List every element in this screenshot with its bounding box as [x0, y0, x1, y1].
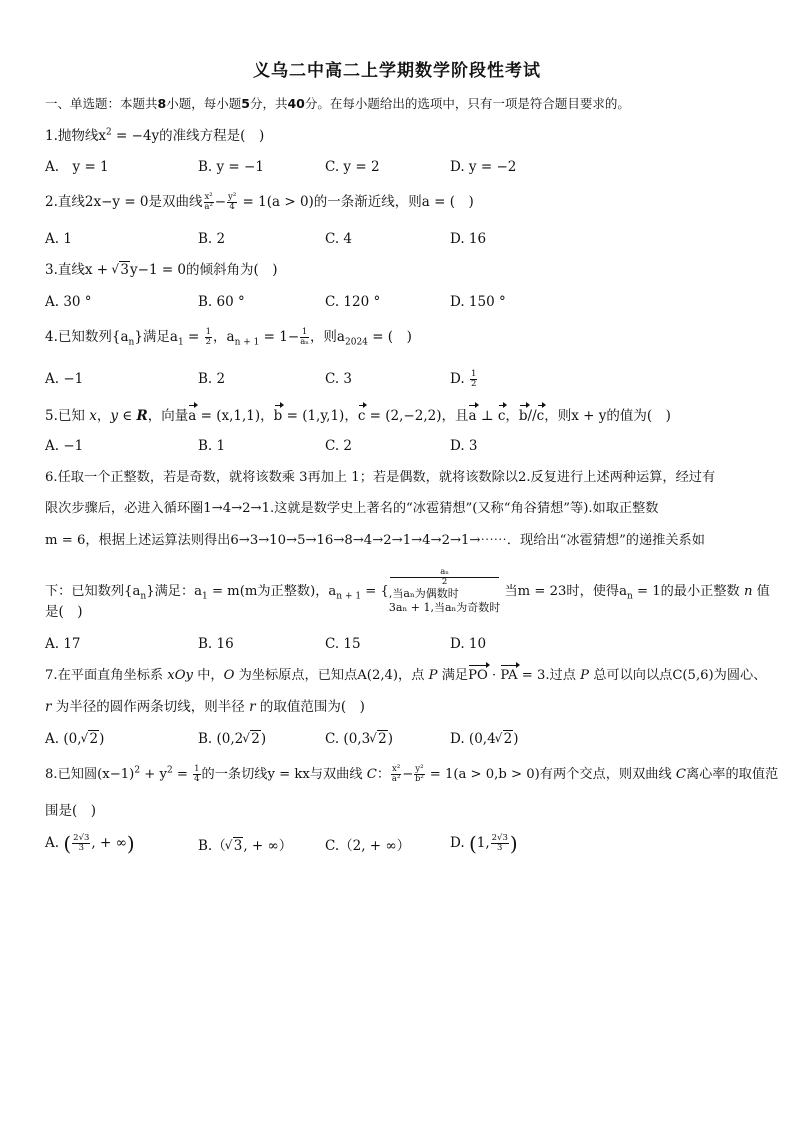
text-fragment: = (2,−2,2)，且	[365, 408, 469, 424]
question-8-line-1	[45, 765, 778, 784]
text-fragment: D.	[450, 835, 465, 851]
text-fragment: 下：已知数列{a	[45, 584, 141, 599]
text-fragment: 满足	[437, 668, 469, 683]
text-fragment: 离心率的取值范	[685, 767, 779, 782]
vector-b: b	[518, 408, 528, 424]
text-fragment: 2	[441, 577, 448, 587]
fraction	[205, 328, 212, 347]
text-fragment: //	[527, 408, 537, 424]
text-fragment	[389, 568, 500, 601]
q4-option-d[interactable]	[450, 370, 478, 389]
fraction	[414, 765, 424, 784]
text-fragment: −	[402, 767, 414, 782]
text-fragment: 8.	[45, 767, 58, 782]
text-fragment: x	[98, 128, 107, 144]
question-2	[45, 193, 474, 212]
question-6-line-1	[45, 469, 715, 487]
text-fragment: 5.	[45, 408, 58, 424]
q2-option-a[interactable]: A. 1	[45, 231, 72, 247]
text-fragment: 1	[194, 764, 200, 774]
text-fragment: 2.	[45, 194, 58, 210]
q7-option-a[interactable]	[45, 730, 104, 748]
question-8-line-2: 围是( )	[45, 803, 97, 819]
q8-option-c[interactable]: C.（2, + ∞）	[325, 838, 411, 854]
text-fragment	[370, 730, 388, 748]
q2-option-d[interactable]: D. 16	[450, 231, 487, 247]
text-fragment: 3aₙ + 1,当aₙ为奇数时	[388, 601, 501, 614]
text-fragment: y−1 = 0的倾斜角为( )	[130, 262, 278, 278]
question-7-line-2	[45, 698, 365, 716]
text-fragment: 1,	[476, 835, 490, 851]
question-6-line-5: 是( )	[45, 604, 83, 620]
text-fragment: b²	[414, 774, 424, 784]
text-fragment: 已知	[57, 408, 90, 424]
text-fragment: n	[627, 591, 633, 602]
text-fragment: −	[214, 194, 227, 210]
text-fragment: = 1的最小正整数	[632, 584, 744, 599]
text-fragment: 2√3	[73, 833, 90, 843]
q8-option-a[interactable]	[45, 831, 135, 856]
text-fragment: 当m = 23时，使得a	[504, 584, 627, 599]
text-fragment: ⊥	[476, 408, 498, 424]
text-fragment: 1	[177, 337, 184, 348]
q2-option-c[interactable]: C. 4	[325, 231, 353, 247]
q6-option-a[interactable]: A. 17	[45, 636, 81, 652]
text-fragment: 2	[89, 731, 99, 747]
text-fragment: x	[89, 408, 97, 424]
text-fragment: 值	[752, 584, 770, 599]
text-fragment: 3	[78, 843, 84, 853]
text-fragment: ·	[487, 668, 501, 683]
text-fragment: P	[580, 668, 589, 683]
exam-title: 义乌二中高二上学期数学阶段性考试	[253, 61, 541, 81]
vector-b: b	[273, 408, 283, 424]
text-fragment: 2	[205, 337, 212, 347]
question-5	[45, 407, 671, 425]
text-fragment: 小题，每小题	[166, 96, 242, 111]
fraction	[300, 328, 309, 347]
text-fragment: )	[387, 731, 394, 747]
vector-c: c	[357, 408, 366, 424]
text-fragment: }满足a	[134, 329, 178, 345]
text-fragment: 2024	[345, 337, 368, 348]
fraction	[204, 193, 214, 212]
text-fragment: 2√3	[491, 833, 508, 843]
text-fragment: = (1,y,1)，	[282, 408, 358, 424]
section-heading	[45, 95, 630, 113]
text-fragment: A. (0,	[45, 731, 82, 747]
text-fragment: n	[743, 584, 753, 599]
text-fragment: 2	[503, 731, 513, 747]
text-fragment: 2	[166, 765, 173, 776]
question-3	[45, 261, 278, 279]
text-fragment: 1	[202, 591, 208, 602]
q5-option-d[interactable]: D. 3	[450, 438, 478, 454]
q4-option-a[interactable]: A. −1	[45, 371, 84, 387]
text-fragment: 6.	[45, 470, 58, 485]
text-fragment: n + 1	[336, 591, 362, 602]
text-fragment: B.（	[198, 838, 226, 854]
text-fragment: 3	[233, 838, 243, 854]
q7-option-b[interactable]	[198, 730, 266, 748]
q6-option-d[interactable]: D. 10	[450, 636, 487, 652]
vector-pa: PA	[500, 668, 518, 683]
text-fragment: 3.	[45, 262, 58, 278]
question-7-line-1	[45, 667, 766, 685]
q1-option-c[interactable]: C. y = 2	[325, 159, 380, 175]
text-fragment: y	[110, 408, 118, 424]
question-6-line-2: 限次步骤后，必进入循环圈1→4→2→1.这就是数学史上著名的“冰雹猜想”(又称“角谷猜想”等).如取正整数	[45, 501, 659, 516]
text-fragment: 2	[470, 379, 477, 389]
text-fragment: C	[675, 767, 686, 782]
question-4	[45, 328, 412, 347]
q6-option-b[interactable]: B. 16	[198, 636, 234, 652]
q7-option-d[interactable]	[450, 730, 519, 748]
text-fragment: 2	[251, 731, 260, 747]
text-fragment: (	[468, 831, 477, 856]
q1-option-a[interactable]: A. y = 1	[45, 159, 109, 175]
q8-option-b[interactable]	[198, 837, 292, 855]
vector-a: a	[468, 408, 477, 424]
text-fragment: 的取值范围为( )	[255, 699, 365, 715]
text-fragment: C	[366, 767, 377, 782]
q3-option-d[interactable]: D. 150 °	[450, 294, 506, 310]
text-fragment: )	[126, 831, 135, 856]
q5-option-c[interactable]: C. 2	[325, 438, 353, 454]
text-fragment	[81, 730, 99, 748]
text-fragment: 7.	[45, 668, 58, 683]
fraction	[227, 193, 237, 212]
text-fragment	[496, 730, 514, 748]
text-fragment: ∈	[117, 408, 137, 424]
text-fragment: 已知圆(x−1)	[57, 767, 135, 782]
text-fragment: 中，	[193, 668, 224, 683]
text-fragment: r	[249, 699, 256, 715]
q2-option-b[interactable]: B. 2	[198, 231, 226, 247]
piecewise-cases	[389, 568, 500, 615]
text-fragment: = (x,1,1)，	[196, 408, 274, 424]
text-fragment: 分，共	[249, 96, 288, 111]
text-fragment: ，则a	[309, 329, 345, 345]
text-fragment: aₙ	[300, 337, 309, 347]
vector-po: PO	[468, 668, 488, 683]
question-1	[45, 127, 264, 145]
text-fragment: 3	[120, 262, 129, 278]
text-fragment: ,当aₙ为偶数时	[388, 587, 459, 600]
text-fragment: x²	[392, 764, 401, 774]
vector-c: c	[536, 408, 545, 424]
text-fragment: = −4y	[111, 128, 160, 144]
text-fragment: y²	[228, 192, 237, 202]
text-fragment: 的准线方程是( )	[159, 128, 265, 144]
text-fragment: 为坐标原点，已知点A(2,4)，点	[234, 668, 429, 683]
text-fragment: y²	[415, 764, 424, 774]
text-fragment: 3	[497, 843, 503, 853]
fraction	[193, 765, 200, 784]
text-fragment: R	[136, 408, 148, 424]
text-fragment: ，向量	[147, 408, 189, 424]
text-fragment: C. (0,3	[325, 731, 371, 747]
text-fragment: xOy	[167, 668, 193, 683]
text-fragment: n	[128, 337, 135, 348]
question-6-line-4	[45, 568, 770, 615]
q1-option-d[interactable]: D. y = −2	[450, 159, 517, 175]
q3-option-a[interactable]: A. 30 °	[45, 294, 92, 310]
fraction	[491, 834, 509, 853]
text-fragment: x²	[204, 192, 213, 202]
text-fragment: 已知数列{a	[57, 329, 129, 345]
text-fragment: O	[223, 668, 235, 683]
q5-option-b[interactable]: B. 1	[198, 438, 226, 454]
text-fragment: 直线2x−y = 0是双曲线	[57, 194, 203, 210]
text-fragment: 在平面直角坐标系	[57, 668, 168, 683]
vector-c: c	[497, 408, 506, 424]
text-fragment: 4	[229, 202, 235, 212]
text-fragment: 分。在每小题给出的选项中，只有一项是符合题目要求的。	[304, 96, 630, 111]
text-fragment: A.	[45, 835, 60, 851]
text-fragment: , + ∞	[91, 835, 127, 851]
text-fragment: D. (0,4	[450, 731, 496, 747]
q4-option-b[interactable]: B. 2	[198, 371, 226, 387]
text-fragment: a²	[391, 774, 401, 784]
text-fragment: = 1−	[259, 329, 300, 345]
text-fragment: )	[260, 731, 267, 747]
text-fragment: , + ∞）	[243, 838, 293, 854]
text-fragment: 2	[134, 765, 141, 776]
text-fragment: = m(m为正整数)，a	[207, 584, 337, 599]
text-fragment: 1	[301, 327, 308, 337]
text-fragment: 4	[194, 774, 200, 784]
text-fragment: = 3.过点	[517, 668, 581, 683]
text-fragment: =	[183, 329, 204, 345]
text-fragment: 总可以向以点C(5,6)为圆心、	[589, 668, 767, 683]
text-fragment: 任取一个正整数，若是奇数，就将该数乘 3再加上 1；若是偶数，就将该数除以2.反复进行上述两种运算，经过有	[57, 470, 716, 485]
text-fragment: = 1(a > 0)的一条渐近线，则a = ( )	[238, 194, 474, 210]
text-fragment: )	[99, 731, 105, 747]
text-fragment: aₙ	[390, 568, 499, 578]
text-fragment: ，	[96, 408, 111, 424]
fraction	[390, 568, 499, 587]
text-fragment: 直线x +	[57, 262, 113, 278]
sqrt	[112, 261, 130, 279]
text-fragment: 的一条切线y = kx与双曲线	[201, 767, 367, 782]
text-fragment: n + 1	[234, 337, 260, 348]
text-fragment	[226, 837, 244, 855]
text-fragment: 2	[378, 731, 387, 747]
text-fragment: )	[509, 831, 518, 856]
text-fragment	[243, 730, 261, 748]
text-fragment: P	[428, 668, 438, 683]
text-fragment: 一、单选题：本题共	[45, 96, 158, 111]
text-fragment: )	[513, 731, 519, 747]
text-fragment: 抛物线	[57, 128, 99, 144]
q4-option-c[interactable]: C. 3	[325, 371, 353, 387]
text-fragment: =	[172, 767, 193, 782]
text-fragment: = 1(a > 0,b > 0)有两个交点，则双曲线	[425, 767, 676, 782]
text-fragment: (	[63, 831, 72, 856]
text-fragment: ，a	[213, 329, 235, 345]
text-fragment: 为半径的圆作两条切线，则半径	[51, 699, 250, 715]
text-fragment: ，则x + y的值为( )	[544, 408, 671, 424]
text-fragment: 40	[287, 96, 305, 111]
text-fragment: r	[45, 699, 52, 715]
q8-option-d[interactable]	[450, 831, 518, 856]
q1-option-b[interactable]: B. y = −1	[198, 159, 264, 175]
text-fragment: D.	[450, 371, 465, 387]
text-fragment: 4.	[45, 329, 58, 345]
q7-option-c[interactable]	[325, 730, 393, 748]
text-fragment: + y	[140, 767, 167, 782]
fraction	[391, 765, 401, 784]
q6-option-c[interactable]: C. 15	[325, 636, 361, 652]
text-fragment: 5	[241, 96, 250, 111]
fraction	[72, 834, 90, 853]
text-fragment: ，	[505, 408, 519, 424]
text-fragment: 1	[205, 327, 212, 337]
text-fragment: B. (0,2	[198, 731, 244, 747]
text-fragment: 1	[470, 369, 477, 379]
q3-option-c[interactable]: C. 120 °	[325, 294, 381, 310]
fraction	[470, 370, 477, 389]
text-fragment: 8	[157, 96, 167, 111]
text-fragment: a²	[204, 202, 213, 212]
text-fragment: ：	[376, 767, 391, 782]
text-fragment: = {	[361, 584, 389, 599]
text-fragment: n	[140, 591, 147, 602]
text-fragment: }满足：a	[146, 584, 203, 599]
vector-a: a	[188, 408, 197, 424]
text-fragment: 1.	[45, 128, 58, 144]
text-fragment: = ( )	[367, 329, 412, 345]
text-fragment: 2	[106, 127, 112, 138]
q5-option-a[interactable]: A. −1	[45, 438, 84, 454]
q3-option-b[interactable]: B. 60 °	[198, 294, 245, 310]
question-6-line-3: m = 6，根据上述运算法则得出6→3→10→5→16→8→4→2→1→4→2→1→⋯⋯．现给出“冰雹猜想”的递推关系如	[45, 533, 705, 548]
